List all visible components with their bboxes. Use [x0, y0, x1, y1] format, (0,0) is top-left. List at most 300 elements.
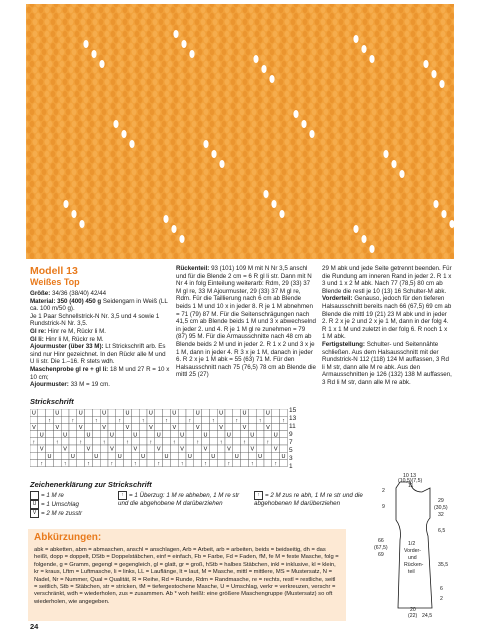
chart-symbol: U: [47, 453, 52, 460]
chart-cell: [209, 438, 217, 445]
chart-cell: [131, 409, 139, 416]
svg-text:und: und: [408, 555, 417, 561]
chart-cell: [147, 445, 155, 452]
chart-cell: [233, 431, 241, 438]
chart-symbol: U: [125, 410, 130, 417]
chart-row-number: 3: [289, 455, 293, 462]
garment-schematic: [360, 470, 460, 625]
chart-cell: [170, 459, 178, 466]
legend-col-1: [30, 491, 82, 518]
column3-paragraph: Fertigstellung: Schulter- und Seitennähte schließen. Aus dem Halsausschnitt mit der Rundstrick-N 112 (118) 124 M auffassen, 3 Rd li M str, dann alle M re abk. Aus den Armausschnitten je 126 (132) 138 M auffassen, 3 Rd li M str, dann alle M re abk.: [322, 340, 452, 386]
chart-cell: [272, 409, 280, 416]
chart-cell: [202, 438, 210, 445]
chart-symbol: V: [203, 446, 208, 453]
chart-cell: [46, 459, 54, 466]
chart-symbol: U: [117, 453, 122, 460]
chart-cell: [116, 431, 124, 438]
chart-symbol: ↑: [149, 439, 153, 446]
strickschrift-title: Strickschrift: [30, 397, 74, 406]
chart-cell: [124, 452, 132, 459]
chart-cell: [194, 431, 202, 438]
chart-cell: [256, 445, 264, 452]
knit-swatch-photo: [26, 4, 454, 259]
chart-cell: [46, 431, 54, 438]
chart-cell: [53, 416, 61, 423]
chart-cell: [264, 445, 272, 452]
chart-symbol: V: [32, 425, 36, 432]
chart-symbol: ↑: [79, 439, 83, 446]
chart-cell: [61, 423, 69, 430]
chart-cell: [116, 438, 124, 445]
svg-text:Rücken-: Rücken-: [404, 562, 424, 568]
chart-cell: [217, 452, 225, 459]
chart-cell: [61, 409, 69, 416]
s2kp-symbol-icon: ↑: [254, 491, 263, 500]
chart-cell: [38, 452, 46, 459]
chart-cell: [194, 452, 202, 459]
chart-cell: [131, 423, 139, 430]
column1-paragraph: Gl re: Hinr re M, Rückr li M.: [30, 327, 106, 335]
column-2-body: [176, 265, 316, 379]
svg-text:29: 29: [438, 498, 444, 504]
chart-cell: [248, 452, 256, 459]
knitting-chart-grid: [30, 409, 288, 469]
chart-symbol: V: [180, 446, 184, 453]
chart-cell: [280, 438, 288, 445]
chart-cell: [186, 438, 194, 445]
chart-symbol: U: [265, 410, 270, 417]
chart-symbol: V: [110, 446, 114, 453]
chart-cell: [124, 459, 132, 466]
chart-cell: [155, 423, 163, 430]
lace-eyelet: [433, 200, 438, 208]
chart-symbol: U: [133, 432, 138, 439]
chart-cell: [85, 452, 93, 459]
chart-cell: [147, 416, 155, 423]
chart-symbol: U: [273, 432, 278, 439]
chart-cell: [30, 452, 38, 459]
chart-cell: [116, 445, 124, 452]
chart-symbol: V: [172, 425, 177, 432]
chart-cell: [85, 423, 93, 430]
page-number: 24: [30, 622, 39, 631]
chart-cell: [139, 423, 147, 430]
chart-cell: [108, 409, 116, 416]
chart-cell: [85, 438, 93, 445]
chart-cell: [217, 416, 225, 423]
chart-cell: [92, 445, 100, 452]
chart-symbol: ↑: [133, 461, 137, 468]
chart-symbol: ↑: [87, 461, 90, 468]
lace-eyelet: [121, 130, 126, 138]
legend-item-s2kp: ↑ = 2 M zus re abh, 1 M re str und die abgehobenen M darüberziehen: [254, 492, 363, 507]
chart-row-number: 1: [289, 463, 293, 470]
chart-cell: [100, 459, 108, 466]
lace-eyelet: [439, 80, 444, 88]
column-1-body: [30, 290, 170, 389]
chart-cell: [280, 409, 288, 416]
lace-eyelet: [113, 120, 118, 128]
chart-cell: [61, 452, 69, 459]
chart-cell: [225, 409, 233, 416]
lace-eyelet: [63, 200, 68, 208]
chart-symbol: U: [226, 432, 231, 439]
chart-symbol: U: [164, 453, 169, 460]
chart-symbol: ↑: [266, 439, 270, 446]
chart-symbol: V: [273, 446, 278, 453]
chart-cell: [186, 423, 194, 430]
chart-symbol: V: [156, 446, 161, 453]
chart-symbol: ↑: [250, 461, 254, 468]
chart-cell: [77, 445, 85, 452]
chart-cell: [225, 452, 233, 459]
chart-cell: [233, 459, 241, 466]
chart-cell: [217, 445, 225, 452]
chart-cell: [163, 431, 171, 438]
chart-symbol: V: [63, 446, 67, 453]
chart-row-number: 13: [289, 415, 297, 422]
chart-cell: [77, 452, 85, 459]
chart-cell: [248, 423, 256, 430]
legend-col-3: [254, 491, 374, 508]
chart-cell: [100, 416, 108, 423]
chart-cell: [209, 409, 217, 416]
chart-symbol: U: [195, 410, 200, 417]
chart-cell: [69, 431, 77, 438]
chart-cell: [139, 438, 147, 445]
chart-cell: [194, 416, 202, 423]
chart-cell: [30, 445, 38, 452]
chart-symbol: ↑: [40, 461, 44, 468]
lace-eyelet: [369, 55, 374, 63]
chart-cell: [69, 423, 77, 430]
chart-cell: [241, 459, 249, 466]
lace-eyelet: [271, 200, 276, 208]
column1-paragraph: Material: 350 (400) 450 g Seidengarn in Weiß (LL ca. 100 m/50 g).: [30, 297, 168, 313]
chart-cell: [280, 431, 288, 438]
chart-cell: [69, 409, 77, 416]
knit-pattern-image: [26, 4, 454, 259]
chart-cell: [108, 438, 116, 445]
column1-paragraph: Größe: 34/36 (38/40) 42/44: [30, 290, 107, 297]
chart-symbol: U: [109, 432, 114, 439]
svg-text:2: 2: [382, 488, 385, 494]
chart-symbol: V: [55, 425, 60, 432]
chart-cell: [233, 438, 241, 445]
chart-symbol: ↑: [180, 461, 184, 468]
lace-eyelet: [211, 150, 216, 158]
chart-cell: [209, 431, 217, 438]
chart-cell: [163, 423, 171, 430]
chart-cell: [155, 452, 163, 459]
chart-symbol: V: [195, 425, 200, 432]
lace-eyelet: [219, 160, 224, 168]
legend-item-yarnover: U = 1 Umschlag: [30, 500, 82, 509]
chart-cell: [46, 409, 54, 416]
chart-cell: [108, 452, 116, 459]
chart-cell: [85, 416, 93, 423]
svg-text:66: 66: [378, 538, 384, 544]
chart-cell: [69, 445, 77, 452]
chart-cell: [108, 423, 116, 430]
chart-cell: [280, 459, 288, 466]
chart-cell: [85, 409, 93, 416]
chart-cell: [116, 459, 124, 466]
chart-cell: [170, 431, 178, 438]
chart-symbol: V: [242, 425, 247, 432]
lace-eyelet: [83, 40, 88, 48]
chart-cell: [163, 438, 171, 445]
chart-symbol: ↑: [274, 461, 278, 468]
lace-eyelet: [79, 220, 84, 228]
chart-symbol: ↑: [219, 439, 223, 446]
schematic-drawing: [360, 470, 460, 620]
chart-symbol: U: [172, 410, 177, 417]
chart-cell: [77, 459, 85, 466]
chart-symbol: ↑: [141, 417, 145, 424]
chart-cell: [178, 438, 186, 445]
chart-cell: [264, 459, 272, 466]
chart-symbol: ↑: [243, 439, 246, 446]
chart-symbol: U: [219, 410, 224, 417]
chart-symbol: ↑: [282, 417, 285, 424]
chart-symbol: U: [258, 453, 263, 460]
chart-cell: [147, 459, 155, 466]
chart-symbol: ↑: [188, 417, 192, 424]
chart-symbol: ↑: [211, 417, 215, 424]
chart-cell: [186, 409, 194, 416]
lace-eyelet: [261, 65, 266, 73]
chart-cell: [256, 459, 264, 466]
chart-cell: [264, 431, 272, 438]
chart-cell: [124, 445, 132, 452]
chart-cell: [256, 438, 264, 445]
chart-cell: [61, 438, 69, 445]
chart-symbol: V: [133, 446, 138, 453]
lace-eyelet: [171, 225, 176, 233]
yarnover-symbol-icon: U: [30, 500, 39, 509]
chart-cell: [225, 416, 233, 423]
legend-item-skp: ↑ = 1 Überzug: 1 M re abheben, 1 M re str und die abgehobene M darüberziehen: [118, 492, 240, 507]
svg-text:(30,5): (30,5): [434, 505, 448, 511]
chart-cell: [92, 409, 100, 416]
chart-symbol: U: [281, 453, 286, 460]
lace-eyelet: [181, 40, 186, 48]
chart-symbol: V: [250, 446, 255, 453]
column-3-body: [322, 265, 452, 387]
chart-cell: [217, 459, 225, 466]
lace-eyelet: [301, 120, 306, 128]
knitting-chart: [30, 409, 288, 474]
chart-cell: [108, 416, 116, 423]
chart-cell: [38, 423, 46, 430]
chart-cell: [256, 409, 264, 416]
lace-eyelet: [129, 140, 134, 148]
chart-cell: [100, 431, 108, 438]
lace-eyelet: [269, 75, 274, 83]
chart-row-number: 7: [289, 439, 293, 446]
chart-cell: [178, 452, 186, 459]
chart-cell: [241, 431, 249, 438]
chart-symbol: ↑: [94, 417, 98, 424]
chart-cell: [116, 409, 124, 416]
chart-cell: [69, 438, 77, 445]
chart-symbol: ↑: [227, 461, 231, 468]
column1-paragraph: Gl li: Hinr li M, Rückr re M.: [30, 335, 104, 343]
chart-symbol: U: [31, 410, 36, 417]
lace-eyelet: [253, 55, 258, 63]
chart-cell: [53, 459, 61, 466]
chart-cell: [202, 452, 210, 459]
chart-symbol: U: [94, 453, 99, 460]
chart-symbol: V: [149, 425, 153, 432]
chart-cell: [272, 423, 280, 430]
chart-symbol: ↑: [172, 439, 176, 446]
chart-cell: [124, 431, 132, 438]
column1-paragraph: Je 1 Paar Schnellstrick-N Nr. 3,5 und 4 sowie 1 Rundstrick-N Nr. 3,5.: [30, 312, 160, 328]
chart-cell: [233, 423, 241, 430]
chart-cell: [209, 445, 217, 452]
chart-cell: [163, 459, 171, 466]
chart-cell: [194, 459, 202, 466]
chart-symbol: ↑: [63, 461, 67, 468]
svg-text:20: 20: [410, 607, 416, 613]
chart-cell: [30, 459, 38, 466]
chart-cell: [139, 431, 147, 438]
column1-paragraph: Ajourmuster: 33 M = 19 cm.: [30, 381, 110, 389]
lace-eyelet: [383, 150, 388, 158]
chart-symbol: U: [70, 453, 75, 460]
abbreviations-title: Abkürzungen:: [34, 532, 102, 543]
chart-cell: [225, 438, 233, 445]
chart-symbol: U: [102, 410, 107, 417]
skp-symbol-icon: ↑: [118, 491, 127, 500]
chart-cell: [100, 445, 108, 452]
lace-eyelet: [203, 140, 208, 148]
chart-symbol: U: [78, 410, 83, 417]
chart-symbol: U: [86, 432, 91, 439]
svg-text:6,5: 6,5: [438, 528, 446, 534]
chart-cell: [186, 431, 194, 438]
chart-cell: [38, 409, 46, 416]
chart-cell: [61, 416, 69, 423]
text-column-2: [176, 265, 316, 379]
chart-cell: [186, 459, 194, 466]
chart-cell: [256, 423, 264, 430]
chart-cell: [272, 416, 280, 423]
chart-cell: [53, 452, 61, 459]
chart-cell: [163, 445, 171, 452]
svg-text:teil: teil: [408, 569, 415, 575]
chart-cell: [124, 416, 132, 423]
chart-cell: [280, 445, 288, 452]
chart-symbol: V: [125, 425, 130, 432]
chart-cell: [248, 438, 256, 445]
lace-eyelet: [279, 210, 284, 218]
chart-cell: [264, 416, 272, 423]
chart-symbol: ↑: [235, 417, 239, 424]
svg-text:2: 2: [440, 596, 443, 602]
lace-eyelet: [353, 225, 358, 233]
chart-cell: [69, 459, 77, 466]
chart-cell: [155, 409, 163, 416]
chart-cell: [194, 445, 202, 452]
chart-cell: [178, 416, 186, 423]
chart-symbol: ↑: [157, 461, 161, 468]
lace-eyelet: [309, 130, 314, 138]
chart-cell: [225, 423, 233, 430]
lace-eyelet: [71, 210, 76, 218]
chart-symbol: U: [234, 453, 239, 460]
chart-cell: [178, 409, 186, 416]
chart-symbol: V: [219, 425, 223, 432]
chart-cell: [202, 409, 210, 416]
lace-eyelet: [423, 60, 428, 68]
chart-cell: [170, 445, 178, 452]
svg-text:9: 9: [382, 504, 385, 510]
chart-symbol: U: [203, 432, 208, 439]
chart-cell: [280, 423, 288, 430]
chart-cell: [256, 431, 264, 438]
chart-symbol: V: [39, 446, 44, 453]
chart-symbol: V: [78, 425, 83, 432]
svg-text:35,5: 35,5: [438, 562, 449, 568]
svg-text:(22): (22): [408, 613, 418, 619]
chart-cell: [92, 431, 100, 438]
chart-symbol: U: [148, 410, 153, 417]
lace-eyelet: [179, 235, 184, 243]
chart-symbol: ↑: [102, 439, 106, 446]
chart-symbol: ↑: [32, 439, 36, 446]
column1-paragraph: Maschenprobe gl re + gl li: 18 M und 27 R = 10 x 10 cm;: [30, 365, 170, 381]
lace-eyelet: [189, 50, 194, 58]
chart-cell: [202, 416, 210, 423]
chart-cell: [264, 452, 272, 459]
model-number: Modell 13: [30, 265, 78, 277]
lace-eyelet: [431, 70, 436, 78]
chart-cell: [147, 452, 155, 459]
chart-symbol: ↑: [110, 461, 114, 468]
chart-cell: [217, 431, 225, 438]
chart-cell: [131, 416, 139, 423]
chart-cell: [163, 409, 171, 416]
chart-cell: [248, 409, 256, 416]
chart-cell: [233, 445, 241, 452]
chart-cell: [170, 452, 178, 459]
chart-symbol: U: [250, 432, 255, 439]
chart-symbol: U: [39, 432, 44, 439]
chart-cell: [38, 416, 46, 423]
chart-row-number: 15: [289, 407, 297, 414]
legend-title: Zeichenerklärung zur Strickschrift: [30, 480, 152, 489]
legend-col-2: [118, 491, 248, 508]
lace-eyelet: [173, 30, 178, 38]
column2-paragraph: Rückenteil: 93 (101) 109 M mit N Nr 3,5 anschl und für die Blende 2 cm = 6 R gl li str. Dann mit N Nr 4 in folg Einteilung weiterarb: Rdm, 29 (33) 37 M gl re, 33 M Ajourmuster, 29 (33) 37 M gl re, Rdm. Für die Taillierung nach 6 cm ab Blende beids 1 M und 10 x in jeder 8. R je 1 M abnehmen = 71 (79) 87 M. Für die Seitenschrägungen nach 41,5 cm ab Blende beids 1 M und 3 x abwechselnd in jeder 2. und 4. R je 1 M gl re zunehmen = 79 (87) 95 M. Für die Armausschnitte nach 48 cm ab Blende beids 2 M und in jeder 2. R 1 x 2 und 3 x je 1 M, dann in jeder 4. R 3 x je 1 M, danach in jeder 6. R 2 x je 1 M abk = 55 (63) 71 M. Für den Halsausschnitt nach 75 (76,5) 78 cm ab Blende die mittl 25 (27): [176, 265, 316, 379]
chart-cell: [147, 431, 155, 438]
chart-row-numbers: [289, 407, 296, 471]
chart-cell: [233, 409, 241, 416]
lace-eyelet: [91, 50, 96, 58]
lace-eyelet: [263, 190, 268, 198]
chart-cell: [38, 438, 46, 445]
chart-symbol: U: [156, 432, 161, 439]
chart-cell: [139, 459, 147, 466]
chart-symbol: ↑: [165, 417, 168, 424]
chart-cell: [53, 445, 61, 452]
chart-cell: [77, 416, 85, 423]
lace-eyelet: [353, 35, 358, 43]
chart-symbol: V: [227, 446, 231, 453]
